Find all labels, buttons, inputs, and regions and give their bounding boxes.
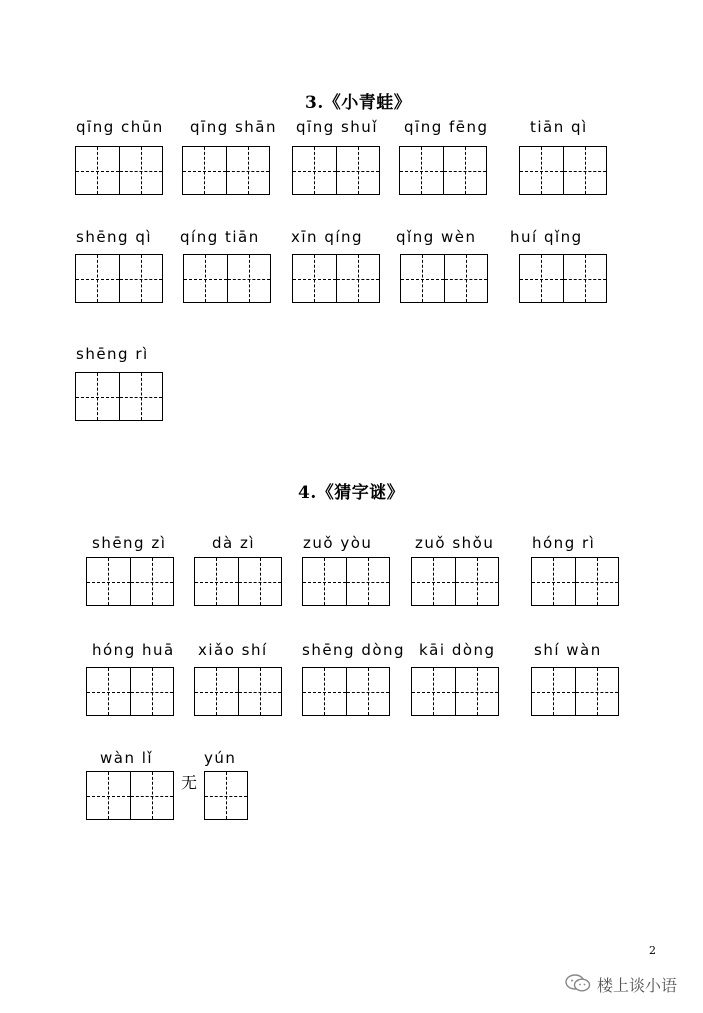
pinyin-label: hóng rì (532, 534, 596, 552)
pinyin-label: dà zì (212, 534, 256, 552)
pinyin-label: qíng tiān (180, 228, 260, 246)
pinyin-label: zuǒ shǒu (415, 534, 495, 552)
writing-grid[interactable] (531, 557, 619, 606)
writing-grid[interactable] (519, 146, 607, 195)
pinyin-label: qīng shān (190, 118, 278, 136)
pinyin-label: qīng fēng (404, 118, 489, 136)
page-number: 2 (649, 944, 656, 957)
pinyin-label: hóng huā (92, 641, 175, 659)
writing-grid[interactable] (411, 667, 499, 716)
pinyin-label: zuǒ yòu (303, 534, 373, 552)
pinyin-label: qīng shuǐ (296, 118, 378, 136)
writing-grid[interactable] (302, 557, 390, 606)
writing-grid[interactable] (292, 146, 380, 195)
writing-grid[interactable] (86, 771, 174, 820)
writing-grid[interactable] (75, 146, 163, 195)
pinyin-label: qīng chūn (76, 118, 164, 136)
pinyin-label: shēng dòng (302, 641, 406, 659)
section-4-title: 4.《猜字谜》 (298, 483, 405, 503)
writing-grid[interactable] (75, 372, 163, 421)
pinyin-label: huí qǐng (510, 228, 583, 246)
writing-grid[interactable] (204, 771, 248, 820)
pinyin-label: kāi dòng (419, 641, 496, 659)
pinyin-label: qǐng wèn (396, 228, 477, 246)
watermark (565, 973, 677, 996)
writing-grid[interactable] (86, 667, 174, 716)
writing-grid[interactable] (531, 667, 619, 716)
writing-grid[interactable] (194, 557, 282, 606)
pinyin-label: shí wàn (534, 641, 602, 659)
given-character: 无 (181, 773, 198, 792)
writing-grid[interactable] (183, 254, 271, 303)
writing-grid[interactable] (194, 667, 282, 716)
writing-grid[interactable] (302, 667, 390, 716)
writing-grid[interactable] (182, 146, 270, 195)
writing-grid[interactable] (400, 254, 488, 303)
watermark-text: 楼上谈小语 (597, 976, 678, 995)
writing-grid[interactable] (86, 557, 174, 606)
section-3-title: 3.《小青蛙》 (305, 93, 412, 113)
pinyin-label: xīn qíng (291, 228, 364, 246)
pinyin-label: shēng rì (76, 345, 149, 363)
pinyin-label: wàn lǐ (100, 749, 154, 767)
pinyin-label: shēng zì (92, 534, 167, 552)
pinyin-label: shēng qì (76, 228, 153, 246)
pinyin-label: yún (204, 749, 237, 767)
writing-grid[interactable] (292, 254, 380, 303)
writing-grid[interactable] (411, 557, 499, 606)
pinyin-label: tiān qì (530, 118, 588, 136)
writing-grid[interactable] (399, 146, 487, 195)
wechat-logo-icon (565, 974, 591, 996)
writing-grid[interactable] (75, 254, 163, 303)
writing-grid[interactable] (519, 254, 607, 303)
pinyin-label: xiǎo shí (198, 641, 268, 659)
